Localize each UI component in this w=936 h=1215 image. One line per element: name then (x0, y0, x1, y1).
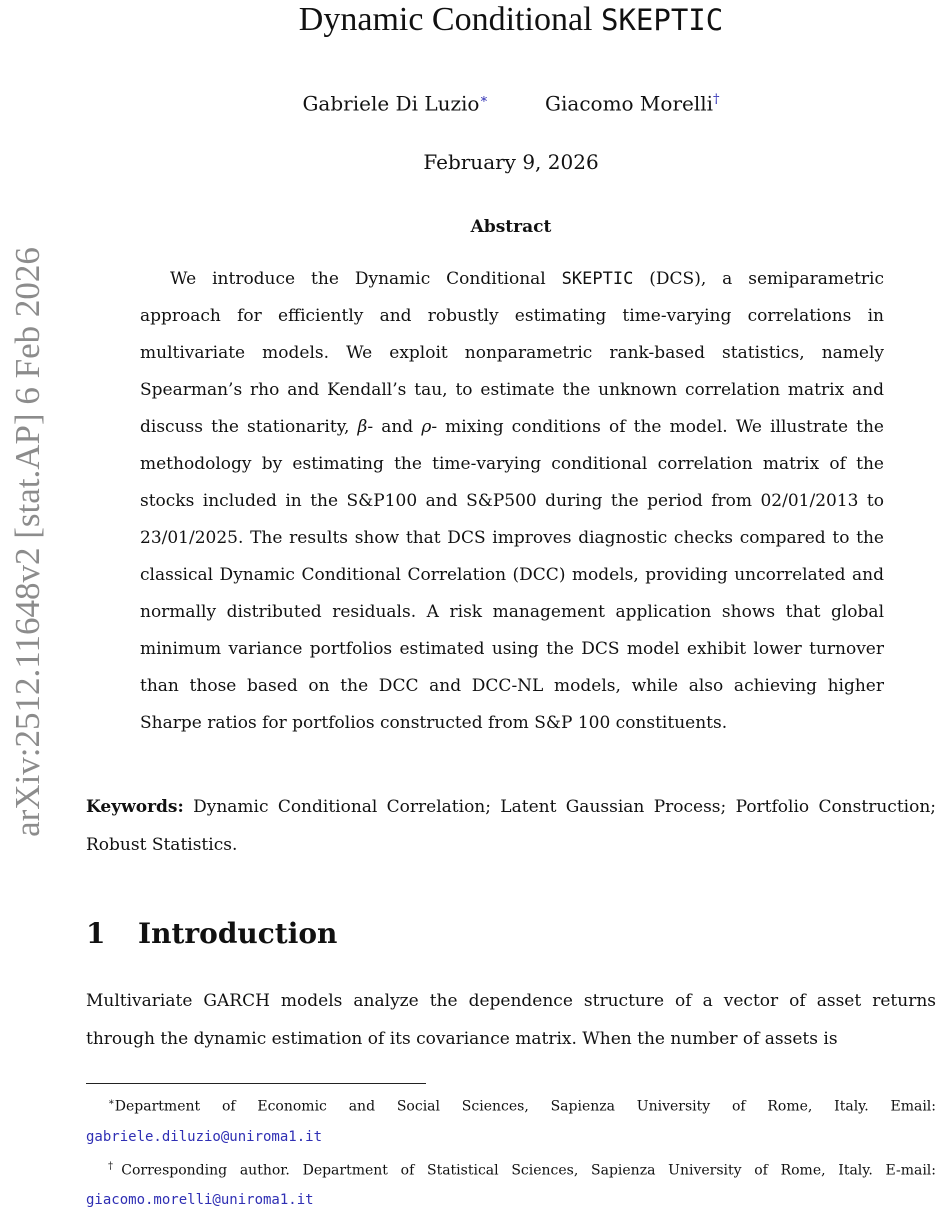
footnote-text: Corresponding author. Department of Statistical Sciences, Sapienza University of Rome, Italy. E-mail: (121, 1162, 936, 1179)
section-title: Introduction (138, 917, 338, 950)
abstract-heading: Abstract (470, 217, 552, 237)
keywords-text: Dynamic Conditional Correlation; Latent Gaussian Process; Portfolio Construction; Robust Statistics. (86, 797, 936, 855)
email-link[interactable]: giacomo.morelli@uniroma1.it (86, 1192, 314, 1209)
intro-paragraph: Multivariate GARCH models analyze the dependence structure of a vector of asset returns through the dynamic estimation of its covariance matrix. When the number of assets is (86, 991, 936, 1049)
paper-date: February 9, 2026 (423, 150, 599, 174)
author-name: Gabriele Di Luzio (302, 91, 480, 116)
author-footnote-mark[interactable]: ∗ (479, 92, 489, 107)
footnotes (86, 1088, 936, 1215)
keywords-label: Keywords: (86, 797, 184, 817)
footnote-rule (86, 1083, 426, 1084)
footnote (86, 1088, 936, 1152)
author-name: Giacomo Morelli (545, 91, 714, 116)
author-footnote-mark[interactable]: † (713, 92, 720, 107)
keywords (86, 788, 936, 864)
title-prefix: Dynamic Conditional (298, 1, 601, 38)
abstract-segment: (DCS), a semiparametric approach for efficiently and robustly estimating time-varying correlations in multivariate models. We exploit nonparametric rank-based statistics, namely Spearman’s rho and Kendall’s tau, to estimate the unknown correlation matrix and discuss the stationarity, (140, 269, 884, 437)
section-heading (86, 914, 337, 954)
footnote-mark: ∗ (108, 1097, 115, 1108)
paper-title (0, 0, 936, 40)
footnote-mark: † (108, 1160, 122, 1172)
abstract-segment: - and (367, 417, 422, 437)
email-link[interactable]: gabriele.diluzio@uniroma1.it (86, 1128, 323, 1145)
author-list (86, 84, 936, 120)
abstract-text (140, 261, 884, 742)
arxiv-stamp (0, 0, 60, 1200)
beta-symbol: β (357, 417, 368, 437)
abstract-segment: - mixing conditions of the model. We illustrate the methodology by estimating the time-varying conditional correlation matrix of the stocks included in the S&P100 and S&P500 during the period from 02/01/2013 to 23/01/2025. The results show that DCS improves diagnostic checks compared to the classical Dynamic Conditional Correlation (DCC) models, providing uncorrelated and normally distributed residuals. A risk management application shows that global minimum variance portfolios estimated using the DCS model exhibit lower turnover than those based on the DCC and DCC-NL models, while also achieving higher Sharpe ratios for portfolios constructed from S&P 100 constituents. (140, 417, 884, 733)
abstract-segment: We introduce the Dynamic Conditional (170, 269, 562, 289)
abstract-skeptic: SKEPTIC (561, 269, 634, 289)
footnote (86, 1152, 936, 1215)
arxiv-id-text: arXiv:2512.11648v2 [stat.AP] 6 Feb 2026 (8, 247, 47, 837)
footnote-text: Department of Economic and Social Sciences, Sapienza University of Rome, Italy. Email: (114, 1098, 936, 1115)
title-skeptic: SKEPTIC (600, 3, 724, 37)
section-number: 1 (86, 917, 106, 950)
rho-symbol: ρ (421, 417, 432, 437)
